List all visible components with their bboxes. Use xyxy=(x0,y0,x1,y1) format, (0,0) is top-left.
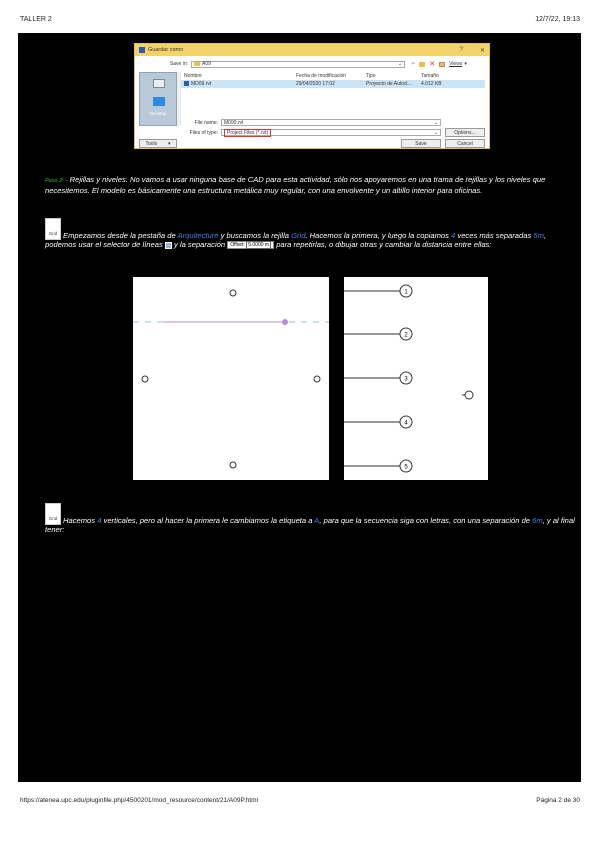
file-type-cell: Proyecto de Autod... xyxy=(366,81,412,87)
elevation-marker-west xyxy=(142,376,148,382)
elevation-marker-east xyxy=(465,391,473,399)
back-icon[interactable]: ⇦ xyxy=(411,61,416,67)
step-paragraph xyxy=(45,175,577,195)
save-in-value: A09 xyxy=(202,61,211,67)
delete-icon[interactable]: ✕ xyxy=(429,61,436,68)
grid-line-5 xyxy=(344,460,412,472)
save-in-label: Save in: xyxy=(169,61,188,67)
chevron-down-icon: ⌄ xyxy=(433,129,438,136)
file-list-header xyxy=(181,72,485,80)
grid-plan-image xyxy=(133,277,329,480)
grid-line-3 xyxy=(344,372,412,384)
file-date-cell: 29/04/2020 17:02 xyxy=(296,81,335,87)
close-button[interactable]: ✕ xyxy=(479,47,485,54)
text-run: para repetirlas, o dibujar otras y cambiar la distancia entre ellas: xyxy=(274,240,492,249)
grid-line-4 xyxy=(344,416,412,428)
grid-lines-drawing xyxy=(344,277,488,480)
file-name-row xyxy=(181,118,485,127)
file-type-label: Files of type: xyxy=(189,129,218,136)
caret-down-icon: ▾ xyxy=(168,140,171,147)
chevron-down-icon: ⌄ xyxy=(397,61,402,67)
print-header-date: 12/7/22, 19:13 xyxy=(535,16,580,23)
col-date[interactable]: Fecha de modificación xyxy=(296,73,347,79)
grid-label-2: 2 xyxy=(404,332,408,339)
text-run: . Hacemos la primera, y luego la copiamos xyxy=(305,231,452,240)
pick-lines-icon xyxy=(165,242,172,249)
dialog-title: Guardar como xyxy=(148,47,184,53)
print-header-title: TALLER 2 xyxy=(20,16,52,23)
col-name[interactable]: Nombre xyxy=(184,73,202,79)
folder-up-icon[interactable] xyxy=(419,62,425,67)
file-type-row xyxy=(181,128,485,137)
text-run: y buscamos la rejilla xyxy=(218,231,292,240)
col-type[interactable]: Tipo xyxy=(366,73,376,79)
help-button[interactable]: ? xyxy=(459,47,463,53)
desktop-icon[interactable] xyxy=(153,97,165,106)
dialog-title-bar xyxy=(135,44,489,56)
text-run: Empezamos desde la pestaña de xyxy=(63,231,178,240)
elevation-marker-south xyxy=(230,462,236,468)
text-run: , y al final tener: xyxy=(45,516,575,534)
grid-plan-drawing xyxy=(133,277,329,480)
col-size[interactable]: Tamaño xyxy=(421,73,439,79)
step-text: Rejillas y niveles. No vamos a usar ninguna base de CAD para esta actividad, sólo nos apoyaremos en una trama de rejillas y los niveles que necesitemos. El modelo es básicamente una estructura metálica muy regular, con una envolvente y un altillo interior para oficinas. xyxy=(45,175,546,195)
computer-icon[interactable] xyxy=(153,79,165,88)
chevron-down-icon: ⌄ xyxy=(433,119,438,126)
grid-tool-icon xyxy=(45,218,61,240)
grid-label-4: 4 xyxy=(404,420,408,427)
highlight-count: 4 xyxy=(451,231,456,240)
file-size-cell: 4.012 KB xyxy=(421,81,442,87)
revit-app-icon xyxy=(139,47,145,53)
highlight-spacing: 5m xyxy=(533,231,544,240)
new-folder-icon[interactable] xyxy=(439,62,445,67)
grid-label-5: 5 xyxy=(404,464,408,471)
grid-line-2 xyxy=(344,328,412,340)
grid-tool-icon xyxy=(45,503,61,525)
text-run: verticales, pero al hacer la primera le cambiamos la etiqueta a xyxy=(101,516,315,525)
text-run: , para que la secuencia siga con letras, con una separación de xyxy=(319,516,533,525)
save-in-row xyxy=(139,60,485,68)
tools-label: Tools xyxy=(145,140,158,147)
highlight-spacing: 6m xyxy=(532,516,543,525)
save-in-combo[interactable] xyxy=(191,61,405,68)
file-row[interactable] xyxy=(181,80,485,88)
print-footer-url: https://atenea.upc.edu/pluginfile.php/4500201/mod_resource/content/21/A09P.html xyxy=(20,797,259,804)
offset-value: 5.0000 m xyxy=(248,242,270,248)
vertical-grids-paragraph xyxy=(45,503,577,534)
folder-icon xyxy=(194,62,200,66)
rvt-file-icon xyxy=(184,81,189,86)
print-footer-page: Página 2 de 30 xyxy=(536,797,580,804)
highlight-grid: Grid xyxy=(291,231,306,240)
save-button[interactable]: Save xyxy=(401,139,441,148)
offset-field xyxy=(227,241,274,249)
file-list xyxy=(181,72,485,112)
tools-button[interactable] xyxy=(139,139,177,148)
grid-label-1: 1 xyxy=(404,289,408,296)
grid-instructions-paragraph xyxy=(45,218,577,249)
file-name-input[interactable] xyxy=(221,119,441,126)
offset-label: Offset: xyxy=(230,242,245,248)
grid-tool-label: Grid xyxy=(48,516,58,521)
grid-endpoint-handle xyxy=(282,319,288,325)
highlight-count: 4 xyxy=(97,516,102,525)
grid-label-3: 3 xyxy=(404,376,408,383)
file-name-value: M099.rvt xyxy=(224,119,244,126)
highlight-architecture: Arquitecture xyxy=(177,231,219,240)
cancel-button[interactable]: Cancel xyxy=(445,139,485,148)
file-type-select[interactable] xyxy=(221,129,441,136)
save-as-dialog xyxy=(134,43,490,149)
text-run: Hacemos xyxy=(63,516,98,525)
chevron-down-icon: ▾ xyxy=(464,61,467,67)
grid-line-1 xyxy=(344,285,412,297)
highlight-label: A xyxy=(314,516,320,525)
content-area xyxy=(18,33,581,782)
file-name-text: MD09.rvt xyxy=(191,81,212,87)
grid-lines-image xyxy=(344,277,488,480)
options-button[interactable]: Options... xyxy=(445,128,485,137)
file-name-cell xyxy=(181,81,296,87)
elevation-marker-north xyxy=(230,290,236,296)
elevation-marker-east xyxy=(314,376,320,382)
views-button[interactable]: Views xyxy=(449,61,463,67)
grid-tool-label: Grid xyxy=(48,231,58,236)
file-name-label: File name: xyxy=(194,119,218,126)
text-run: veces más separadas xyxy=(455,231,534,240)
places-desktop-label[interactable]: Desktop xyxy=(149,111,167,116)
text-run: y la separación xyxy=(171,240,228,249)
file-type-value: Project Files (*.rvt) xyxy=(224,129,271,137)
text-run: , podemos usar el selector de líneas xyxy=(45,231,547,249)
places-bar xyxy=(139,72,177,126)
step-label: Paso 2º - xyxy=(45,178,68,184)
